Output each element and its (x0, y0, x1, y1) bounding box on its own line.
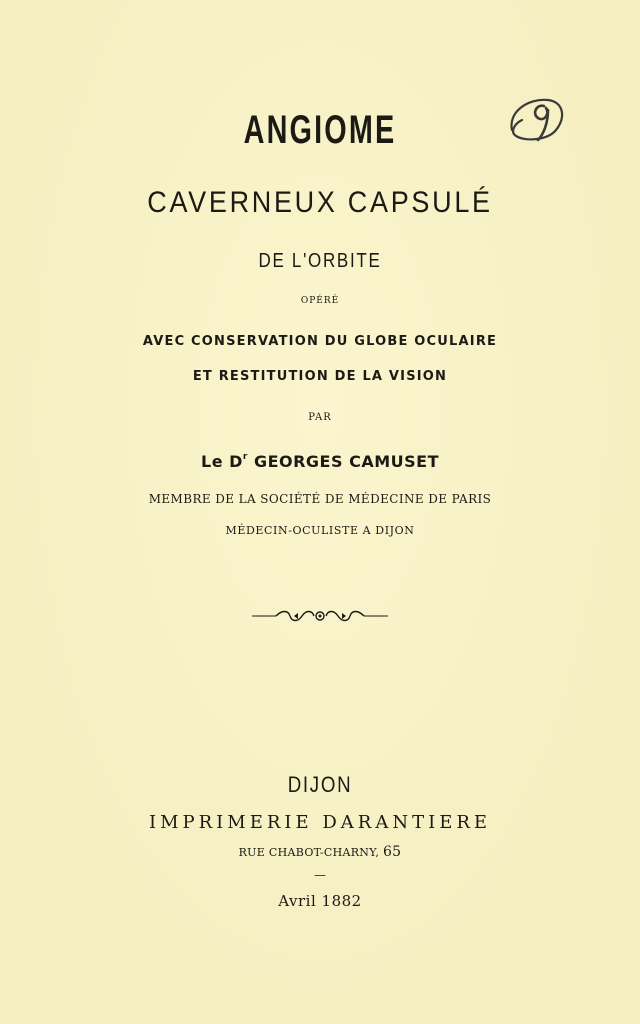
author-name: GEORGES CAMUSET (253, 452, 439, 471)
subtitle: CAVERNEUX CAPSULÉ (147, 186, 493, 219)
bold-line-restitution: ET RESTITUTION DE LA VISION (192, 369, 448, 384)
imprint-street-line (0, 844, 640, 860)
imprint-dash: — (314, 868, 326, 882)
imprint-street-number: 65 (382, 844, 402, 860)
imprint-street: RUE CHABOT-CHARNY, (238, 846, 380, 859)
opere-label: OPÉRÉ (300, 296, 340, 306)
author-sup: r (242, 451, 248, 462)
ornament-icon (250, 608, 390, 624)
imprint-city: DIJON (287, 772, 353, 797)
imprint-date: Avril 1882 (278, 892, 362, 910)
par-label: PAR (308, 412, 332, 423)
imprint-printer: IMPRIMERIE DARANTIERE (148, 812, 492, 833)
author-profession: MÉDECIN-OCULISTE A DIJON (225, 524, 415, 537)
main-title: ANGIOME (243, 108, 397, 152)
author-prefix: Le D (201, 452, 243, 471)
author-line (0, 452, 640, 471)
subtitle-secondary: DE L'ORBITE (258, 250, 382, 272)
ornament-divider (0, 608, 640, 628)
author-membership: MEMBRE DE LA SOCIÉTÉ DE MÉDECINE DE PARIS (148, 492, 492, 506)
bold-line-conservation: AVEC CONSERVATION DU GLOBE OCULAIRE (142, 334, 498, 349)
